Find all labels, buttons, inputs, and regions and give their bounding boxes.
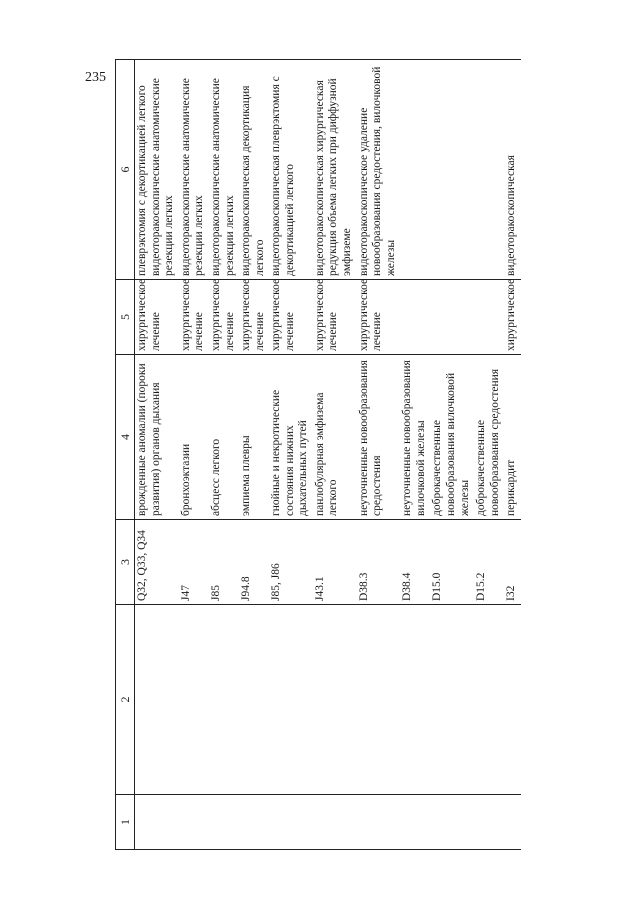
rotated-table-container	[115, 60, 605, 850]
page-number: 235	[85, 70, 106, 85]
table-row	[474, 60, 504, 850]
table-row	[400, 60, 430, 850]
icd-code-cell: D15.0	[430, 520, 474, 605]
table-row	[430, 60, 474, 850]
treatment-cell: хирургическое лечение	[357, 280, 401, 355]
treatment-cell: хирургическое лечение	[179, 280, 209, 355]
method-cell: видеоторакоскопическая плеврэктомия с декортикацией легкого	[269, 60, 313, 280]
icd-code-cell: J43.1	[313, 520, 357, 605]
table-row	[239, 60, 269, 850]
treatment-cell: хирургическое	[504, 280, 521, 355]
icd-code-cell: J85, J86	[269, 520, 313, 605]
icd-code-cell: D15.2	[474, 520, 504, 605]
column-header: 5	[116, 280, 135, 355]
table-row	[179, 60, 209, 850]
diagnosis-cell: перикардит	[504, 355, 521, 520]
diagnosis-cell: гнойные и некротические состояния нижних дыхательных путей	[269, 355, 313, 520]
header-row	[116, 60, 135, 850]
column-header: 2	[116, 605, 135, 795]
diagnosis-cell: абсцесс легкого	[209, 355, 239, 520]
method-cell: видеоторакоскопические анатомические резекции легких	[179, 60, 209, 280]
table-row	[357, 60, 401, 850]
column-header: 1	[116, 795, 135, 850]
treatment-cell: хирургическое лечение	[135, 280, 179, 355]
diagnosis-cell: доброкачественные новообразования вилочковой железы	[430, 355, 474, 520]
method-cell: видеоторакоскопическое удаление новообразования средостения, вилочковой железы	[357, 60, 401, 280]
method-cell: плеврэктомия с декортикацией легкого видеоторакоскопические анатомические резекции легких	[135, 60, 179, 280]
table-row	[313, 60, 357, 850]
treatment-cell	[430, 280, 474, 355]
icd-code-cell: D38.4	[400, 520, 430, 605]
column-header: 6	[116, 60, 135, 280]
diagnosis-cell: неуточненные новообразования средостения	[357, 355, 401, 520]
diagnosis-cell: врожденные аномалии (пороки развития) органов дыхания	[135, 355, 179, 520]
diagnosis-cell: бронхоэктазии	[179, 355, 209, 520]
treatment-cell: хирургическое лечение	[269, 280, 313, 355]
treatment-cell	[474, 280, 504, 355]
treatment-cell: хирургическое лечение	[239, 280, 269, 355]
method-cell	[400, 60, 430, 280]
diagnosis-cell: панлобулярная эмфизема легкого	[313, 355, 357, 520]
method-cell: видеоторакоскопические анатомические резекции легких	[209, 60, 239, 280]
method-cell	[474, 60, 504, 280]
method-cell: видеоторакоскопическая хирургическая редукция объема легких при диффузной эмфиземе	[313, 60, 357, 280]
icd-code-cell: D38.3	[357, 520, 401, 605]
table-row	[269, 60, 313, 850]
method-cell	[430, 60, 474, 280]
treatment-cell: хирургическое лечение	[313, 280, 357, 355]
table-row	[135, 60, 179, 850]
method-cell: видеоторакоскопическая	[504, 60, 521, 280]
column-header: 3	[116, 520, 135, 605]
procedures-table	[115, 59, 521, 850]
diagnosis-cell: неуточненные новообразования вилочковой железы	[400, 355, 430, 520]
icd-code-cell: Q32, Q33, Q34	[135, 520, 179, 605]
column-header: 4	[116, 355, 135, 520]
diagnosis-cell: эмпиема плевры	[239, 355, 269, 520]
table-row	[209, 60, 239, 850]
method-cell: видеоторакоскопическая декортикация легкого	[239, 60, 269, 280]
icd-code-cell: I32	[504, 520, 521, 605]
table-row	[504, 60, 521, 850]
icd-code-cell: J47	[179, 520, 209, 605]
treatment-cell: хирургическое лечение	[209, 280, 239, 355]
treatment-cell	[400, 280, 430, 355]
icd-code-cell: J85	[209, 520, 239, 605]
diagnosis-cell: доброкачественные новообразования средостения	[474, 355, 504, 520]
icd-code-cell: J94.8	[239, 520, 269, 605]
